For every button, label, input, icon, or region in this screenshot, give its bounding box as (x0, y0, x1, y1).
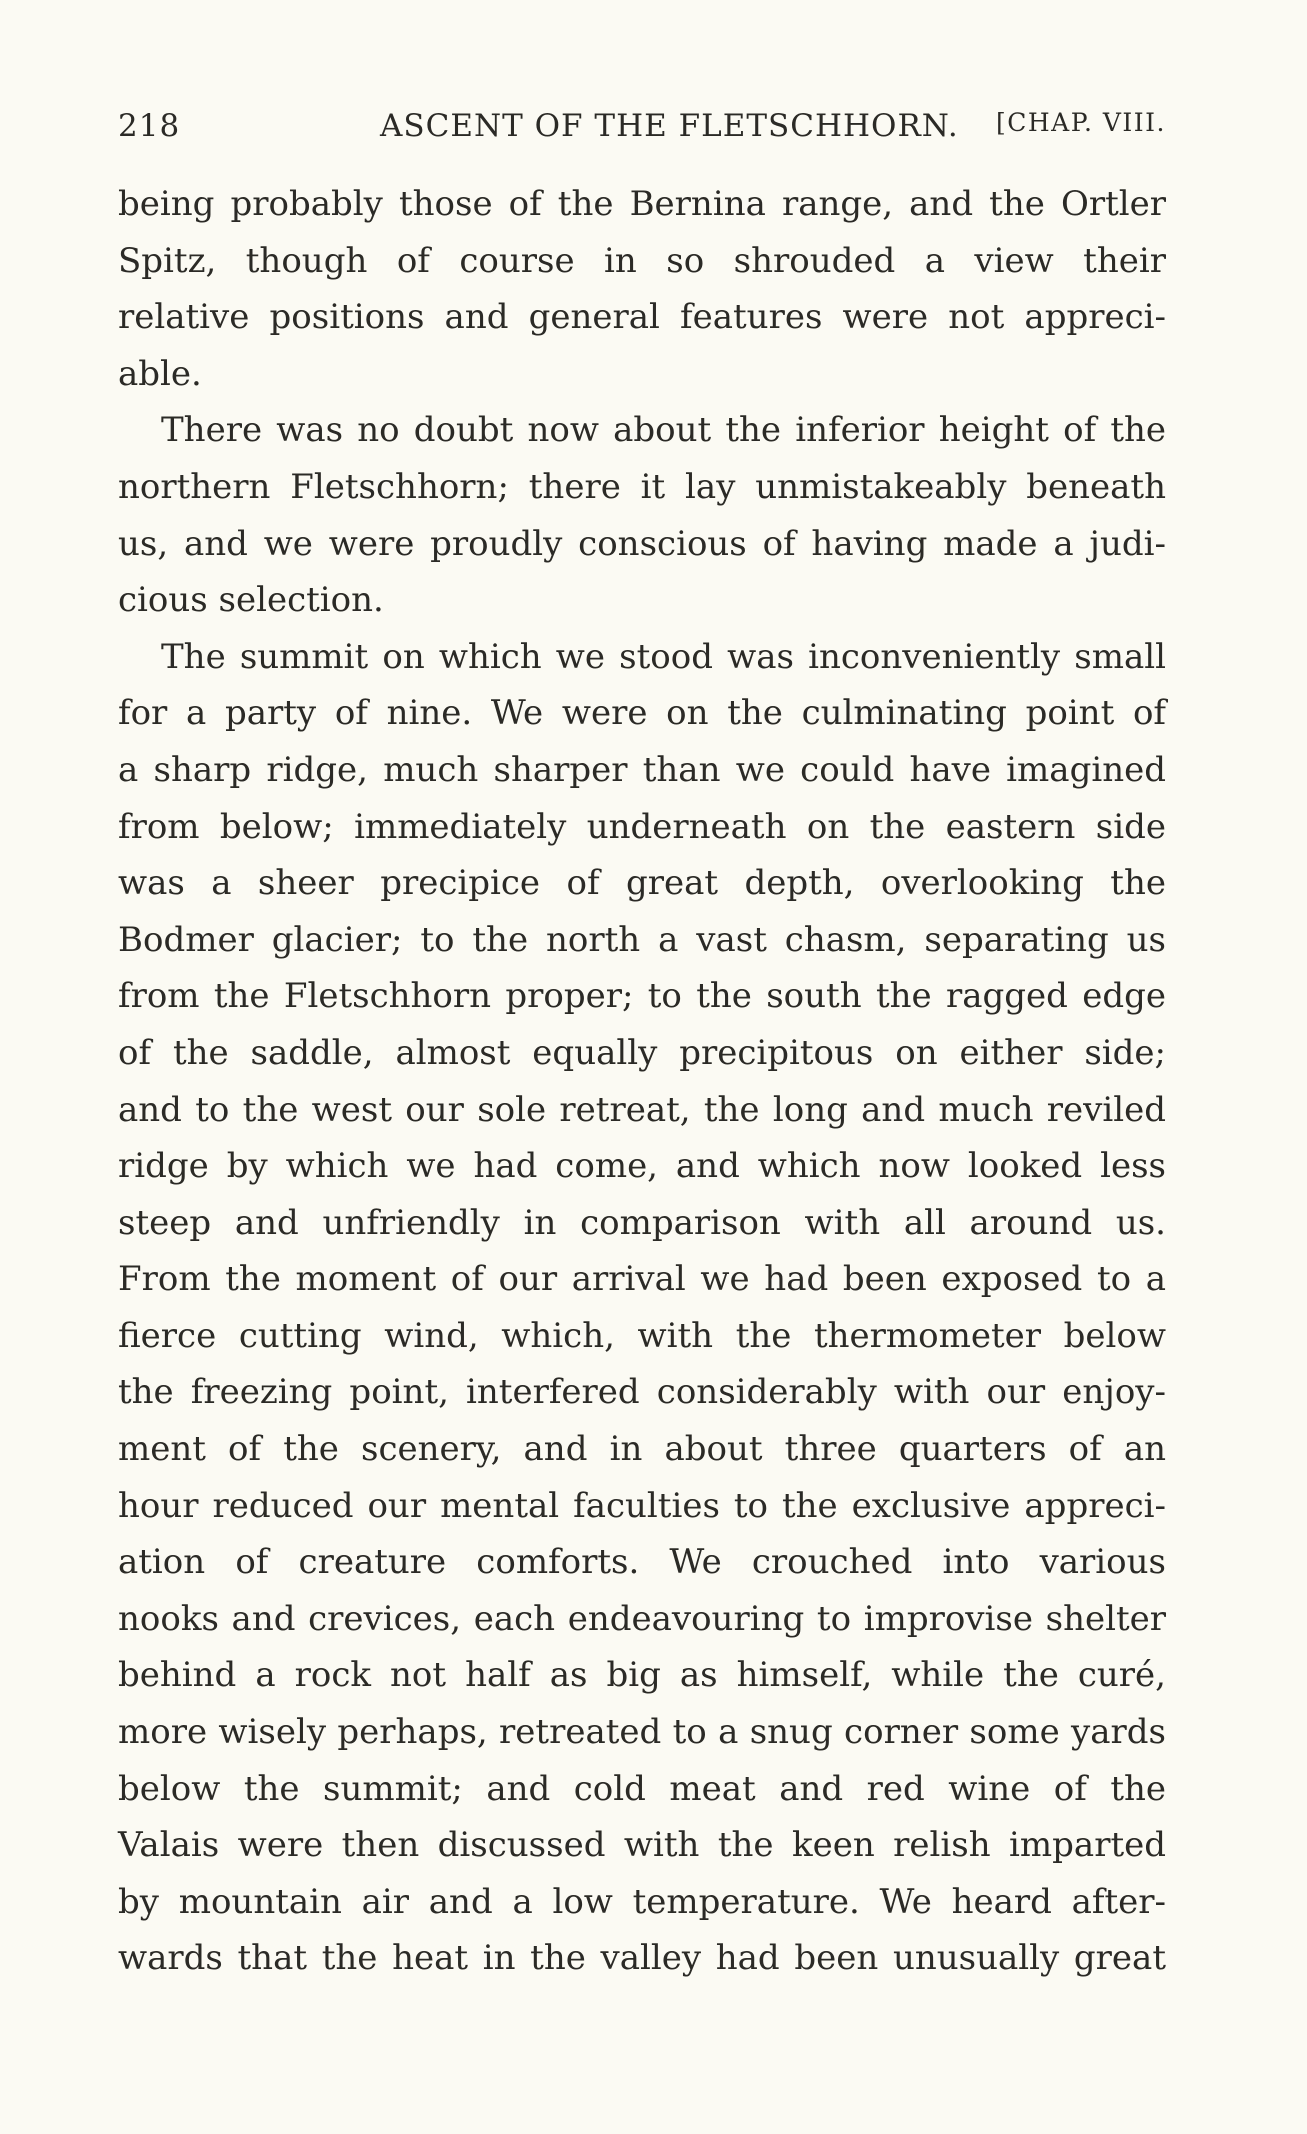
running-head (118, 108, 1166, 148)
text-line: being probably those of the Bernina range, and the Ortler (118, 184, 1166, 224)
text-line: hour reduced our mental faculties to the exclusive appreci- (118, 1485, 1166, 1526)
text-line: able. (118, 353, 202, 394)
chapter-label: [CHAP. VIII. (995, 108, 1166, 137)
text-line: us, and we were proudly conscious of having made a judi- (118, 523, 1166, 564)
text-line: from below; immediately underneath on the eastern side (118, 806, 1166, 847)
text-line: a sharp ridge, much sharper than we could have imagined (118, 749, 1166, 790)
text-line: cious selection. (118, 580, 384, 621)
body-text (118, 176, 1166, 1987)
text-line: of the saddle, almost equally precipitous on either side; (118, 1032, 1166, 1073)
text-line: behind a rock not half as big as himself, while the curé, (118, 1655, 1166, 1696)
text-line: more wisely perhaps, retreated to a snug corner some yards (118, 1712, 1166, 1753)
text-line: nooks and crevices, each endeavouring to improvise shelter (118, 1598, 1166, 1639)
text-line: fierce cutting wind, which, with the thermometer below (118, 1315, 1166, 1356)
text-line: wards that the heat in the valley had been unusually great (118, 1938, 1166, 1979)
text-line: Bodmer glacier; to the north a vast chasm, separating us (118, 919, 1166, 960)
text-line: for a party of nine. We were on the culminating point of (118, 693, 1166, 734)
running-title: ASCENT OF THE FLETSCHHORN. (380, 108, 959, 144)
text-line: was a sheer precipice of great depth, overlooking the (118, 863, 1166, 904)
text-line: northern Fletschhorn; there it lay unmistakeably beneath (118, 466, 1166, 507)
text-line: ridge by which we had come, and which now looked less (118, 1146, 1166, 1187)
text-line: The summit on which we stood was inconveniently small (161, 636, 1166, 677)
text-line: from the Fletschhorn proper; to the south the ragged edge (118, 976, 1166, 1017)
page-number: 218 (118, 108, 181, 144)
text-line: steep and unfriendly in comparison with all around us. (118, 1202, 1166, 1243)
text-line: the freezing point, interfered considerably with our enjoy- (118, 1372, 1166, 1413)
text-line: Spitz, though of course in so shrouded a view their (118, 240, 1166, 281)
text-line: From the moment of our arrival we had been exposed to a (118, 1259, 1166, 1300)
text-line: Valais were then discussed with the keen relish imparted (118, 1825, 1166, 1866)
text-line: ment of the scenery, and in about three quarters of an (118, 1429, 1166, 1470)
text-line: by mountain air and a low temperature. We heard after- (118, 1881, 1166, 1922)
text-line: and to the west our sole retreat, the long and much reviled (118, 1089, 1166, 1130)
text-line: below the summit; and cold meat and red wine of the (118, 1768, 1166, 1809)
text-line: ation of creature comforts. We crouched into various (118, 1542, 1166, 1583)
text-line: relative positions and general features were not appreci- (118, 297, 1166, 338)
text-line: There was no doubt now about the inferior height of the (161, 410, 1166, 451)
